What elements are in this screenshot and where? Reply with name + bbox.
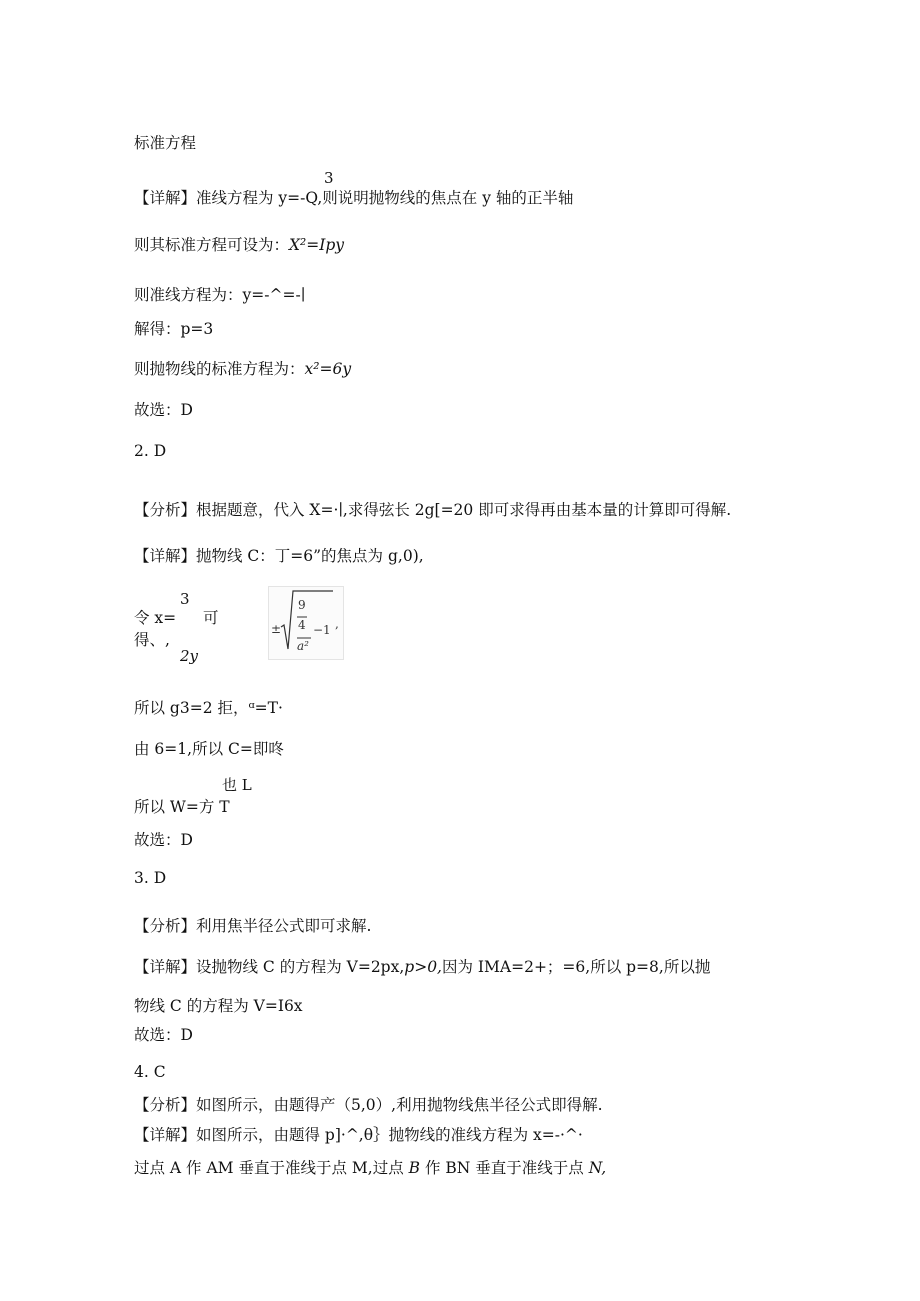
- text-ke: 可: [203, 609, 219, 627]
- text-line-detail-4: 【详解】如图所示，由题得 p]·^,θ｝抛物线的准线方程为 x=-·^·: [134, 1126, 583, 1144]
- text-prefix: 则抛物线的标准方程为：: [134, 360, 305, 378]
- math-minus-one: −1: [313, 623, 331, 637]
- text-part-c: 因为 IMA=2+；=6,所以 p=8,所以抛: [441, 958, 711, 976]
- text-line-parabola-standard: [134, 359, 351, 379]
- text-line-analysis-4: 【分析】如图所示，由题得产（5,0）,利用抛物线焦半径公式即得解.: [134, 1096, 603, 1114]
- text-line-analysis-2: 【分析】根据题意，代入 X=·∣,求得弦长 2g[=20 即可求得再由基本量的计算即可得解.: [134, 501, 732, 519]
- question-number-2: 2. D: [134, 442, 167, 460]
- text-line-detail-3: [134, 957, 710, 977]
- math-comma: ,: [335, 617, 339, 631]
- text-line-analysis-3: 【分析】利用焦半径公式即可求解.: [134, 917, 372, 935]
- math-four: 4: [298, 618, 306, 632]
- text-line-solve-p: 解得：p=3: [134, 320, 214, 338]
- text-line-standard-form: [134, 235, 344, 255]
- text-ye-l: 也 L: [222, 776, 252, 794]
- formula-x2-ipy: X²=Ipy: [289, 236, 345, 254]
- text-line-answer-d-2: 故选：D: [134, 831, 193, 849]
- text-line-detail-directrix: 【详解】准线方程为 y=-Q,则说明抛物线的焦点在 y 轴的正半轴: [134, 189, 574, 207]
- question-number-3: 3. D: [134, 869, 167, 887]
- superscript-three: 3: [324, 169, 334, 187]
- fraction-denominator: 2y: [180, 647, 199, 665]
- plus-minus: ±: [271, 622, 282, 636]
- math-a-squared: a²: [297, 639, 309, 653]
- text-line-answer-d-3: 故选：D: [134, 1026, 193, 1044]
- text-ling-x: 令 x=: [134, 609, 177, 627]
- math-nine: 9: [298, 598, 306, 612]
- text-part-p-positive: p>0,: [404, 958, 442, 976]
- text-part-a: 【详解】设抛物线 C 的方程为 V=2px,: [134, 958, 405, 976]
- text-de: 得、,: [134, 631, 170, 649]
- text-part-a: 过点 A 作 AM 垂直于准线于点 M,过点: [134, 1159, 409, 1177]
- text-line-so-g3: 所以 g3=2 拒，ᵅ=T·: [134, 699, 283, 717]
- text-line-standard-equation: 标准方程: [134, 134, 197, 152]
- text-prefix: 则其标准方程可设为：: [134, 236, 290, 254]
- radical-formula-image: [268, 586, 344, 660]
- text-line-directrix-eq: 则准线方程为：y=-^=-∣: [134, 286, 306, 304]
- fraction-numerator: 3: [180, 590, 190, 608]
- text-line-from-6: 由 6=1,所以 C=即咚: [134, 740, 284, 758]
- text-line-detail-2: 【详解】抛物线 C：丁=6”的焦点为 g,0),: [134, 547, 424, 565]
- text-point-b: B: [408, 1159, 421, 1177]
- text-point-n: N,: [588, 1159, 607, 1177]
- text-line-perpendicular: [134, 1158, 606, 1178]
- text-line-parabola-c-eq: 物线 C 的方程为 V=I6x: [134, 997, 303, 1015]
- question-number-4: 4. C: [134, 1063, 166, 1081]
- text-part-c: 作 BN 垂直于准线于点: [420, 1159, 589, 1177]
- formula-x2-6y: x²=6y: [304, 360, 352, 378]
- text-line-answer-d-1: 故选：D: [134, 401, 193, 419]
- text-line-so-w: 所以 W=方 T: [134, 798, 230, 816]
